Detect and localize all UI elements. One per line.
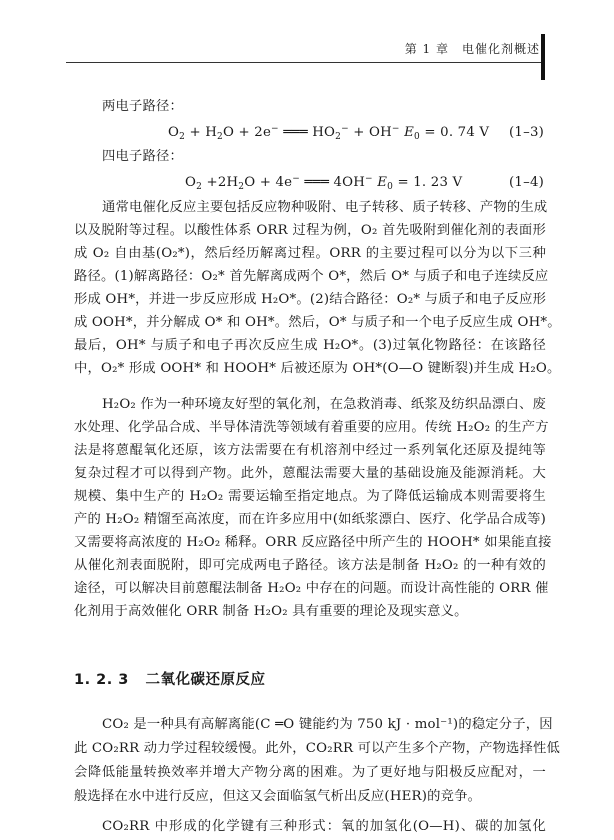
paragraph-line: 成 OOH*，并分解成 O* 和 OH*。然后，O* 与质子和一个电子反应生成 OH*。	[74, 315, 561, 330]
header-side-bar	[541, 34, 545, 80]
two-electron-label: 两电子路径：	[102, 99, 183, 114]
equation-1-4-number: (1–4)	[509, 175, 544, 190]
paragraph-line: 法是将蒽醌氧化还原，该方法需要在有机溶剂中经过一系列氧化还原及提纯等	[74, 443, 546, 458]
four-electron-label: 四电子路径：	[102, 149, 183, 164]
paragraph-line: 化剂用于高效催化 ORR 制备 H₂O₂ 具有重要的理论及现实意义。	[74, 604, 468, 619]
paragraph-line: CO₂RR 中形成的化学键有三种形式：氧的加氢化(O—H)、碳的加氢化	[102, 819, 546, 834]
paragraph-line: 会降低能量转换效率并增大产物分离的困难。为了更好地与阳极反应配对，一	[74, 765, 546, 780]
section-title: 二氧化碳还原反应	[145, 672, 266, 688]
running-head: 第 1 章 电催化剂概述	[404, 42, 540, 56]
header-rule	[66, 62, 542, 63]
paragraph-line: 中，O₂* 形成 OOH* 和 HOOH* 后被还原为 OH*(O—O 键断裂)并生成 H₂O。	[74, 361, 561, 376]
equation-1-4-body: $O_2 +2H_2O + 4e^-$ ═══ 4OH− $E_0 = 1$. 23 V	[185, 174, 463, 192]
paragraph-line: 形成 OH*，并进一步反应形成 H₂O*。(2)结合路径：O₂* 与质子和电子反应形	[74, 292, 547, 307]
paragraph-line: 通常电催化反应主要包括反应物种吸附、电子转移、质子转移、产物的生成	[102, 200, 548, 215]
section-number: 1. 2. 3	[74, 672, 129, 688]
paragraph-line: 此 CO₂RR 动力学过程较缓慢。此外，CO₂RR 可以产生多个产物，产物选择性低	[74, 741, 561, 756]
paragraph-line: 最后，OH* 与质子和电子再次反应生成 H₂O*。(3)过氧化物路径：在该路径	[74, 338, 546, 353]
paragraph-line: 复杂过程才可以得到产物。此外，蒽醌法需要大量的基础设施及能源消耗。大	[74, 466, 546, 481]
paragraph-line: 产的 H₂O₂ 精馏至高浓度，而在许多应用中(如纸浆漂白、医疗、化学品合成等)	[74, 512, 546, 527]
section-heading	[74, 668, 266, 689]
equation-1-3-number: (1–3)	[509, 125, 544, 140]
paragraph-line: 又需要将高浓度的 H₂O₂ 稀释。ORR 反应路径中所产生的 HOOH* 如果能直接	[74, 535, 552, 550]
paragraph-line: 成 O₂ 自由基(O₂*)，然后经历解离过程。ORR 的主要过程可以分为以下三种	[74, 246, 546, 261]
paragraph-line: 途径，可以解决目前蒽醌法制备 H₂O₂ 中存在的问题。而设计高性能的 ORR 催	[74, 581, 549, 596]
paragraph-line: 水处理、化学品合成、半导体清洗等领域有着重要的应用。传统 H₂O₂ 的生产方	[74, 420, 549, 435]
paragraph-line: CO₂ 是一种具有高解离能(C ═O 键能约为 750 kJ · mol⁻¹)的稳定分子，因	[102, 717, 553, 732]
paragraph-line: H₂O₂ 作为一种环境友好型的氧化剂，在急救消毒、纸浆及纺织品漂白、废	[102, 397, 546, 412]
equation-1-3-body: $O_2 + H_2O + 2e^-$ ═══ $HO_2^- + OH^-$ $E_0 = 0$. 74 V	[168, 124, 490, 142]
paragraph-line: 从催化剂表面脱附，即可完成两电子路径。该方法是制备 H₂O₂ 的一种有效的	[74, 558, 546, 573]
paragraph-line: 般选择在水中进行反应，但这又会面临氢气析出反应(HER)的竞争。	[74, 789, 482, 804]
paragraph-line: 规模、集中生产的 H₂O₂ 需要运输至指定地点。为了降低运输成本则需要将生	[74, 489, 546, 504]
paragraph-line: 路径。(1)解离路径：O₂* 首先解离成两个 O*，然后 O* 与质子和电子连续反应	[74, 269, 549, 284]
paragraph-line: 以及脱附等过程。以酸性体系 ORR 过程为例，O₂ 首先吸附到催化剂的表面形	[74, 223, 546, 238]
